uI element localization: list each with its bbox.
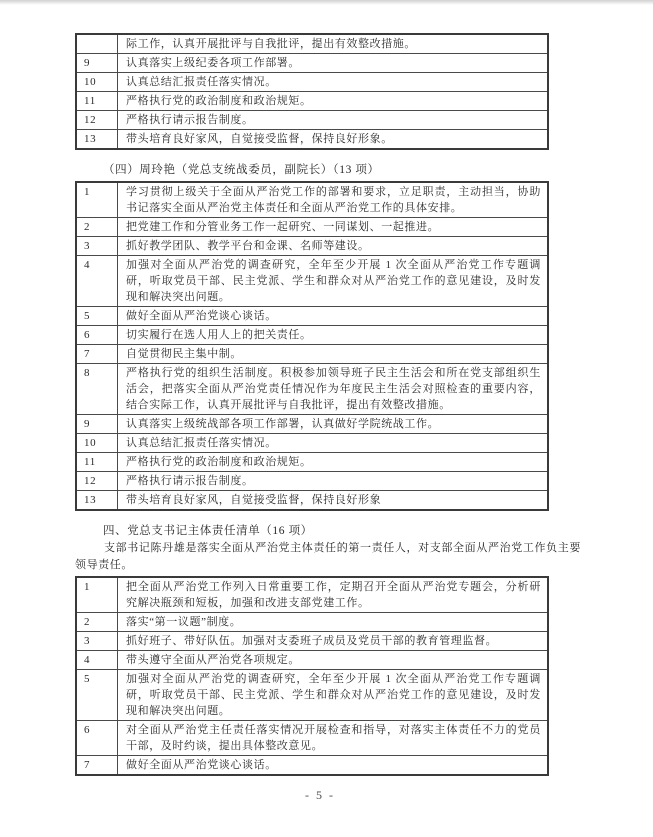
table-row [76, 721, 548, 756]
row-number: 3 [76, 237, 118, 256]
table-row [76, 111, 548, 130]
table-row [76, 472, 548, 491]
row-number: 1 [76, 182, 118, 218]
row-text: 际工作，认真开展批评与自我批评，提出有效整改措施。 [118, 34, 549, 54]
table-row [76, 54, 548, 73]
row-number: 13 [76, 491, 118, 511]
table-row [76, 434, 548, 453]
row-text: 加强对全面从严治党的调查研究，全年至少开展 1 次全面从严治党工作专题调研，听取党员干部、民主党派、学生和群众对从严治党工作的意见建设，及时发现和解决突出问题。 [118, 256, 549, 307]
row-number: 11 [76, 92, 118, 111]
row-text: 加强对全面从严治党的调查研究，全年至少开展 1 次全面从严治党工作专题调研，听取党员干部、民主党派、学生和群众对从严治党工作的意见建设，及时发现和解决突出问题。 [118, 670, 549, 721]
row-number: 5 [76, 307, 118, 326]
row-number: 6 [76, 326, 118, 345]
row-text: 认真总结汇报责任落实情况。 [118, 434, 549, 453]
row-number: 4 [76, 651, 118, 670]
row-text: 做好全面从严治党谈心谈话。 [118, 307, 549, 326]
row-text: 对全面从严治党主任责任落实情况开展检查和指导，对落实主体责任不力的党员干部，及时约谈，提出具体整改意见。 [118, 721, 549, 756]
row-text: 学习贯彻上级关于全面从严治党工作的部署和要求，立足职责，主动担当，协助书记落实全面从严治党主体责任和全面从严治党工作的具体安排。 [118, 182, 549, 218]
row-text: 自觉贯彻民主集中制。 [118, 345, 549, 364]
row-text: 带头培育良好家风，自觉接受监督，保持良好形象 [118, 491, 549, 511]
section-intro-paragraph: 支部书记陈丹雄是落实全面从严治党主体责任的第一责任人，对支部全面从严治党工作负主要领导责任。 [75, 542, 581, 571]
row-number: 7 [76, 345, 118, 364]
table-row [76, 34, 548, 54]
row-text: 严格执行请示报告制度。 [118, 472, 549, 491]
table-row [76, 632, 548, 651]
row-text: 切实履行在选人用人上的把关责任。 [118, 326, 549, 345]
table-row [76, 218, 548, 237]
table-row [76, 92, 548, 111]
section-heading-secretary-responsibility-list: 四、党总支书记主体责任清单（16 项） [103, 525, 313, 537]
row-text: 带头遵守全面从严治党各项规定。 [118, 651, 549, 670]
row-text: 把全面从严治党工作列入日常重要工作，定期召开全面从严治党专题会，分析研究解决瓶颈和短板，加强和改进支部党建工作。 [118, 577, 549, 613]
page-content [75, 33, 581, 803]
table-row [76, 577, 548, 613]
row-text: 带头培育良好家风，自觉接受监督，保持良好形象。 [118, 130, 549, 150]
row-number: 1 [76, 577, 118, 613]
row-number: 4 [76, 256, 118, 307]
table-row [76, 182, 548, 218]
table-zhou-lingyan-duties [75, 181, 549, 511]
table-row [76, 670, 548, 721]
row-text: 抓好教学团队、教学平台和金课、名师等建设。 [118, 237, 549, 256]
row-text: 抓好班子、带好队伍。加强对支委班子成员及党员干部的教育管理监督。 [118, 632, 549, 651]
row-text: 认真落实上级纪委各项工作部署。 [118, 54, 549, 73]
row-number: 5 [76, 670, 118, 721]
row-number: 7 [76, 756, 118, 776]
row-number: 9 [76, 415, 118, 434]
table-row [76, 651, 548, 670]
row-text: 严格执行党的政治制度和政治规矩。 [118, 453, 549, 472]
row-number: 8 [76, 364, 118, 415]
table-row [76, 756, 548, 776]
row-text: 做好全面从严治党谈心谈话。 [118, 756, 549, 776]
row-number: 2 [76, 218, 118, 237]
table-row [76, 237, 548, 256]
table-secretary-duties [75, 576, 549, 776]
table-row [76, 364, 548, 415]
table-row [76, 307, 548, 326]
row-number: 3 [76, 632, 118, 651]
table-row [76, 491, 548, 511]
row-number: 11 [76, 453, 118, 472]
row-text: 认真落实上级统战部各项工作部署，认真做好学院统战工作。 [118, 415, 549, 434]
table-row [76, 415, 548, 434]
table-row [76, 345, 548, 364]
table-row [76, 256, 548, 307]
table-row [76, 326, 548, 345]
table-row [76, 73, 548, 92]
row-number: 10 [76, 434, 118, 453]
row-text: 落实“第一议题”制度。 [118, 613, 549, 632]
table-row [76, 130, 548, 150]
row-text: 认真总结汇报责任落实情况。 [118, 73, 549, 92]
table-row [76, 613, 548, 632]
row-text: 严格执行党的组织生活制度。积极参加领导班子民主生活会和所在党支部组织生活会，把落实全面从严治党责任情况作为年度民主生活会对照检查的重要内容，结合实际工作，认真开展批评与自我批评，提出有效整改措施。 [118, 364, 549, 415]
row-number: 9 [76, 54, 118, 73]
row-text: 严格执行请示报告制度。 [118, 111, 549, 130]
row-number: 12 [76, 111, 118, 130]
row-number: 13 [76, 130, 118, 150]
subsection-heading-zhou-lingyan: （四）周玲艳（党总支统战委员，副院长）（13 项） [103, 164, 380, 176]
row-number: 10 [76, 73, 118, 92]
row-number: 6 [76, 721, 118, 756]
page-number: - 5 - [305, 788, 335, 802]
row-number [76, 34, 118, 54]
row-number: 2 [76, 613, 118, 632]
table-row [76, 453, 548, 472]
table-duties-continuation [75, 33, 549, 150]
row-text: 严格执行党的政治制度和政治规矩。 [118, 92, 549, 111]
row-text: 把党建工作和分管业务工作一起研究、一同谋划、一起推进。 [118, 218, 549, 237]
row-number: 12 [76, 472, 118, 491]
